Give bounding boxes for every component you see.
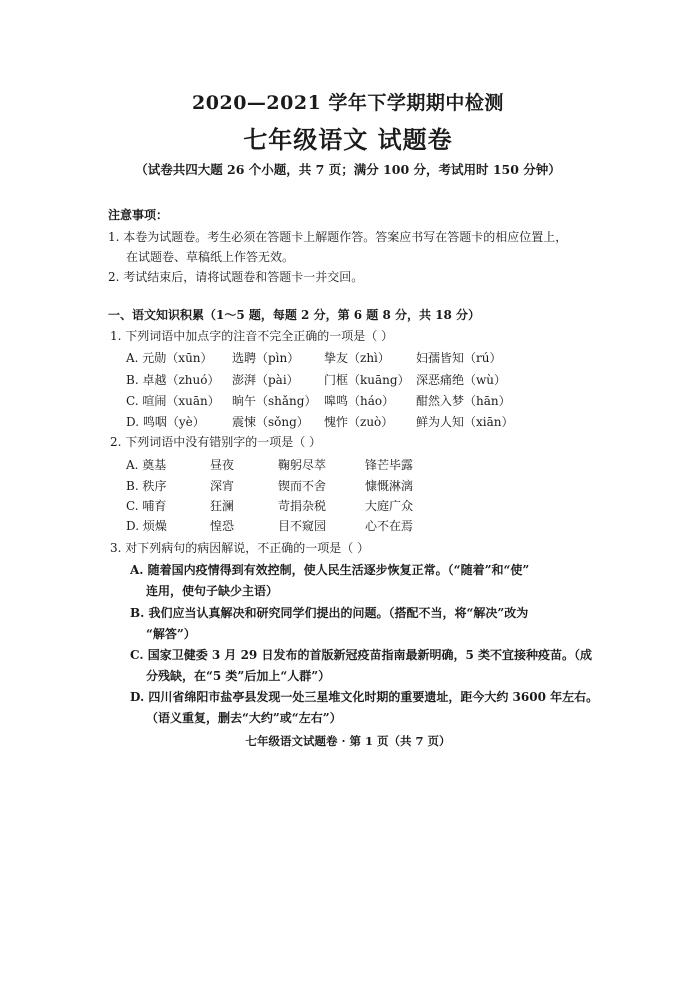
q3-option-a-line-2: 连用，使句子缺少主语） — [146, 584, 279, 598]
q2-b-2: 深宵 — [210, 479, 235, 493]
page-footer: 七年级语文试题卷 · 第 1 页（共 7 页） — [245, 734, 451, 748]
q2-b-3: 锲而不舍 — [278, 479, 327, 493]
q1-d-1: D. 鸣咽（yè） — [126, 415, 205, 429]
section-1-heading: 一、语文知识积累（1～5 题，每题 2 分，第 6 题 8 分，共 18 分） — [108, 308, 481, 322]
q2-d-1: D. 烦燥 — [126, 519, 167, 533]
q1-d-2: 震悚（sǒng） — [232, 415, 309, 429]
q3-option-d-line-2: （语义重复，删去“大约”或“左右”） — [146, 711, 342, 725]
note-item-1-line-2: 在试题卷、草稿纸上作答无效。 — [126, 250, 295, 264]
q2-stem: 2. 下列词语中没有错别字的一项是（ ） — [110, 435, 322, 449]
q1-a-2: 选聘（pìn） — [232, 351, 300, 365]
q1-d-3: 愧怍（zuò） — [324, 415, 394, 429]
q2-d-3: 目不窥园 — [278, 519, 327, 533]
q2-d-2: 惶恐 — [210, 519, 235, 533]
q2-c-4: 大庭广众 — [365, 499, 414, 513]
q3-option-a-line-1: A. 随着国内疫情得到有效控制，使人民生活逐步恢复正常。（“随着”和“使” — [130, 563, 530, 577]
q1-c-1: C. 喧闹（xuān） — [126, 394, 220, 408]
q3-stem: 3. 对下列病句的病因解说，不正确的一项是（ ） — [110, 541, 370, 555]
q1-c-2: 晌午（shǎng） — [232, 394, 317, 408]
q1-a-3: 挚友（zhì） — [324, 351, 390, 365]
q3-option-c-line-2: 分残缺，在“5 类”后加上“人群”） — [146, 669, 331, 683]
q2-c-3: 苛捐杂税 — [278, 499, 327, 513]
q1-d-4: 鲜为人知（xiān） — [416, 415, 514, 429]
q3-option-c-line-1: C. 国家卫健委 3 月 29 日发布的首版新冠疫苗指南最新明确，5 类不宜接种疫苗。（成 — [130, 648, 592, 662]
q2-c-1: C. 哺育 — [126, 499, 167, 513]
q2-a-4: 锋芒毕露 — [365, 458, 414, 472]
q2-a-2: 昼夜 — [210, 458, 235, 472]
note-item-2: 2. 考试结束后，请将试题卷和答题卡一并交回。 — [108, 270, 364, 284]
q2-c-2: 狂澜 — [210, 499, 235, 513]
q2-a-1: A. 奠基 — [126, 458, 167, 472]
q2-b-1: B. 秩序 — [126, 479, 167, 493]
exam-info: （试卷共四大题 26 个小题，共 7 页；满分 100 分，考试用时 150 分钟） — [135, 162, 561, 177]
q1-b-2: 澎湃（pài） — [232, 373, 299, 387]
q1-a-1: A. 元勋（xūn） — [126, 351, 213, 365]
q1-b-4: 深恶痛绝（wù） — [416, 373, 507, 387]
q2-a-3: 鞠躬尽萃 — [278, 458, 327, 472]
notes-heading: 注意事项： — [108, 208, 169, 222]
exam-subtitle: 七年级语文 试题卷 — [243, 125, 453, 154]
q1-a-4: 妇孺皆知（rú） — [416, 351, 502, 365]
q3-option-d-line-1: D. 四川省绵阳市盐亭县发现一处三星堆文化时期的重要遗址，距今大约 3600 年左右。 — [130, 690, 599, 704]
q1-b-3: 门框（kuāng） — [324, 373, 410, 387]
q1-stem: 1. 下列词语中加点字的注音不完全正确的一项是（ ） — [110, 329, 394, 343]
q1-c-3: 嗥鸣（háo） — [324, 394, 395, 408]
q1-c-4: 酣然入梦（hān） — [416, 394, 511, 408]
note-item-1-line-1: 1. 本卷为试题卷。考生必须在答题卡上解题作答。答案应书写在答题卡的相应位置上， — [108, 230, 568, 244]
q3-option-b-line-2: “解答”） — [146, 627, 196, 641]
q3-option-b-line-1: B. 我们应当认真解决和研究同学们提出的问题。（搭配不当，将“解决”改为 — [130, 606, 529, 620]
q2-d-4: 心不在焉 — [365, 519, 414, 533]
q1-b-1: B. 卓越（zhuó） — [126, 373, 220, 387]
q2-b-4: 慷慨淋漓 — [365, 479, 414, 493]
exam-title: 2020—2021 学年下学期期中检测 — [192, 92, 504, 114]
